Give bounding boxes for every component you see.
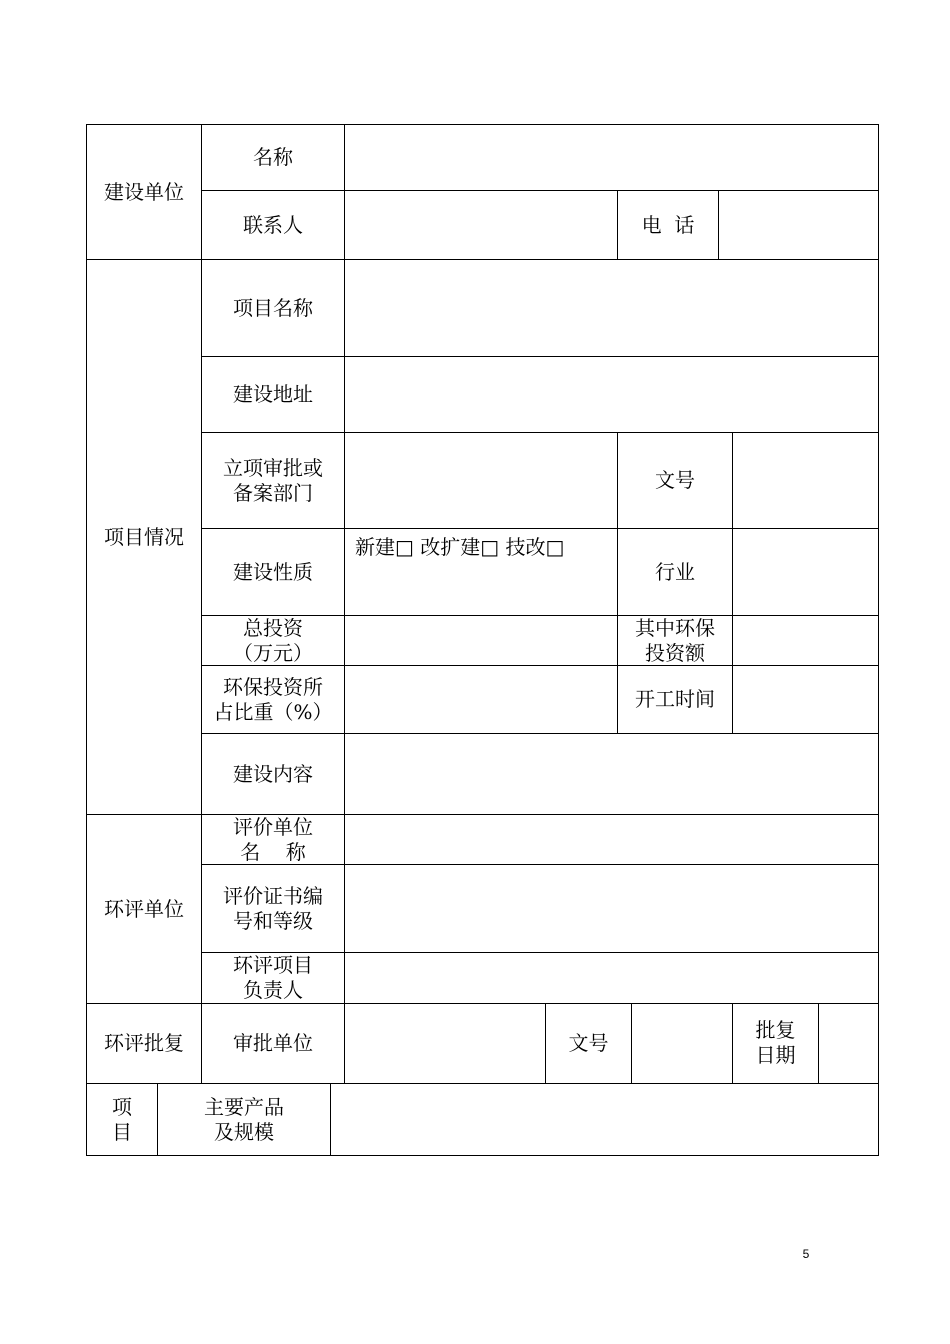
contact-person-field[interactable] (345, 191, 617, 259)
eia-leader-field[interactable] (345, 953, 878, 1003)
eia-unit-header: 环评单位 (104, 896, 184, 921)
eia-approval-header: 环评批复 (104, 1031, 184, 1055)
total-investment-field[interactable] (345, 616, 617, 665)
eia-unit-name-field[interactable] (345, 815, 878, 864)
total-investment-label: 总投资 （万元） (233, 615, 313, 665)
page-number: 5 (802, 1247, 810, 1261)
approval-department-field[interactable] (345, 433, 617, 528)
construction-content-label: 建设内容 (233, 761, 313, 786)
eia-leader-label: 环评项目 负责人 (233, 953, 313, 1002)
unit-name-field[interactable] (345, 125, 878, 190)
contact-person-label: 联系人 (243, 212, 303, 237)
eia-unit-name-label: 评价单位 名 称 (233, 814, 313, 864)
project-name-field[interactable] (345, 260, 878, 356)
unit-name-label: 名称 (253, 145, 293, 169)
project-products-header: 项 目 (112, 1094, 132, 1144)
approval-doc-number-label: 文号 (568, 1031, 609, 1055)
phone-label: 电 话 (641, 212, 695, 237)
construction-nature-label: 建设性质 (233, 559, 313, 584)
construction-content-field[interactable] (345, 734, 878, 814)
start-time-field[interactable] (733, 666, 878, 733)
border-right (878, 124, 879, 1156)
industry-label: 行业 (655, 559, 695, 584)
env-investment-field[interactable] (733, 616, 878, 665)
main-products-label: 主要产品 及规模 (204, 1094, 284, 1144)
approval-unit-field[interactable] (345, 1004, 545, 1083)
document-number-label: 文号 (655, 468, 695, 492)
approval-unit-label: 审批单位 (233, 1031, 313, 1055)
start-time-label: 开工时间 (635, 687, 715, 711)
eia-certificate-field[interactable] (345, 865, 878, 952)
approval-date-field[interactable] (819, 1004, 878, 1083)
construction-address-field[interactable] (345, 357, 878, 432)
env-investment-label: 其中环保 投资额 (635, 615, 715, 665)
main-products-field[interactable] (331, 1084, 878, 1155)
construction-unit-header: 建设单位 (104, 179, 184, 204)
eia-certificate-label: 评价证书编 号和等级 (223, 883, 323, 933)
approval-department-label: 立项审批或 备案部门 (223, 455, 323, 505)
construction-nature-checkboxes[interactable]: 新建□ 改扩建□ 技改□ (355, 535, 565, 559)
phone-field[interactable] (719, 191, 878, 259)
approval-doc-number-field[interactable] (632, 1004, 732, 1083)
project-name-label: 项目名称 (233, 295, 313, 320)
env-investment-ratio-field[interactable] (345, 666, 617, 733)
border-bottom (86, 1155, 879, 1156)
document-number-field[interactable] (733, 433, 878, 528)
approval-date-label: 批复 日期 (755, 1018, 796, 1067)
project-info-header: 项目情况 (104, 524, 184, 549)
env-investment-ratio-label: 环保投资所 占比重（%） (213, 674, 333, 724)
industry-field[interactable] (733, 529, 878, 615)
construction-address-label: 建设地址 (233, 382, 313, 406)
